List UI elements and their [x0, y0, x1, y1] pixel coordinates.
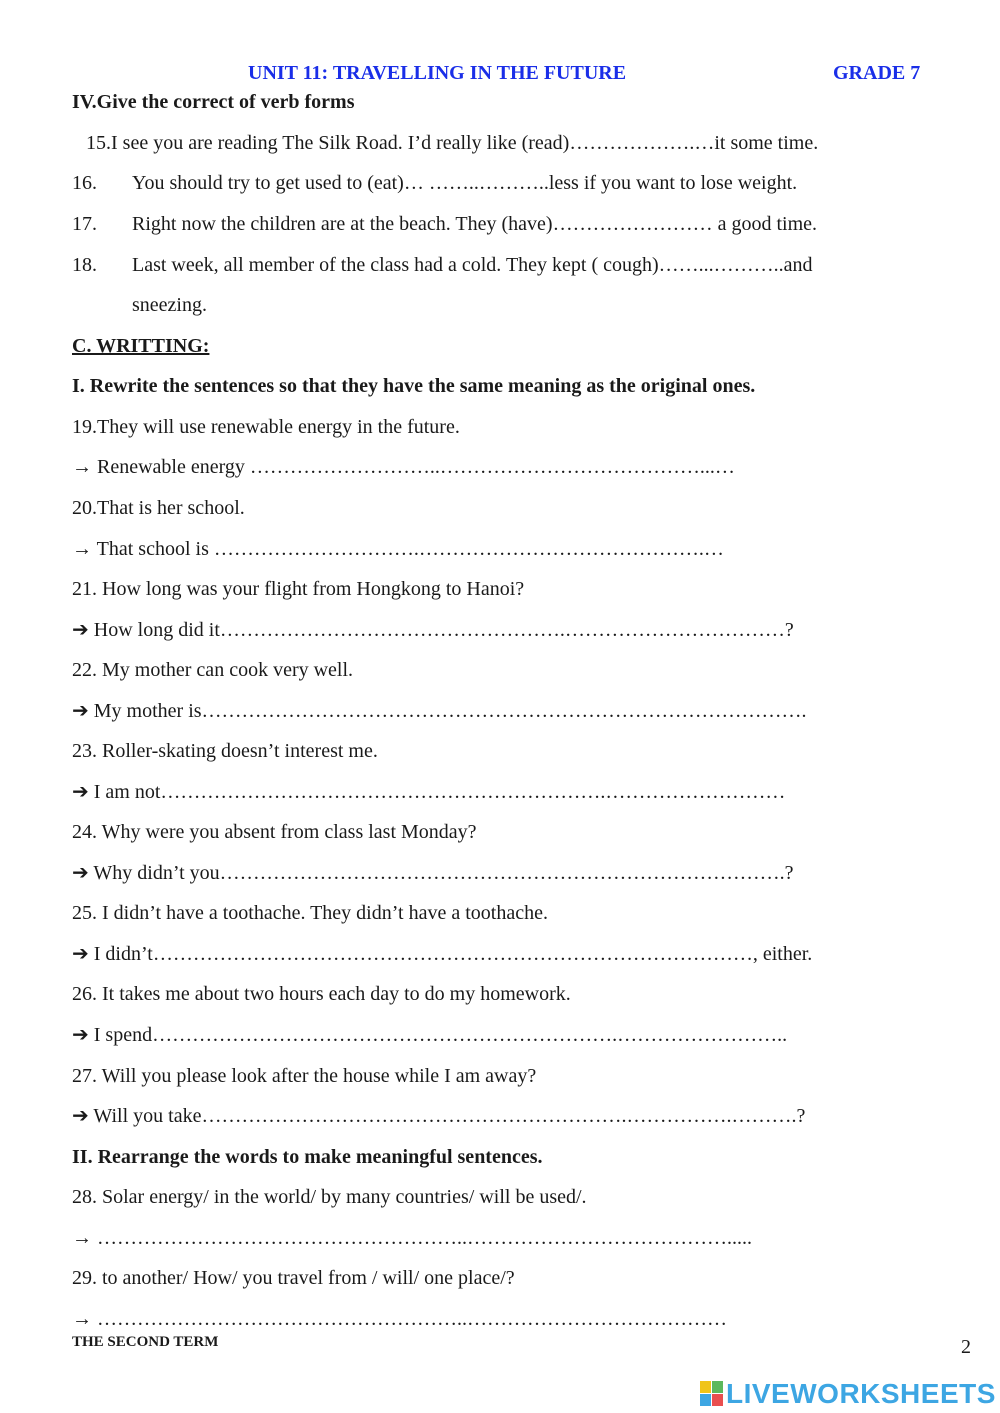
grade-label: GRADE 7: [833, 62, 921, 84]
question-25: 25. I didn’t have a toothache. They didn’t have a toothache.: [72, 902, 548, 924]
answer-line-27: ➔ Will you take……………………………………………………….…………….……….?: [72, 1105, 806, 1127]
answer-line-21: ➔ How long did it…………………………………………….……………………………?: [72, 619, 794, 641]
answer-line-26: ➔ I spend…………………………………………………………….……………………..: [72, 1024, 788, 1046]
question-21: 21. How long was your flight from Hongkong to Hanoi?: [72, 578, 525, 600]
liveworksheets-wordmark: LIVEWORKSHEETS: [726, 1378, 996, 1409]
unit-title: UNIT 11: TRAVELLING IN THE FUTURE: [248, 62, 627, 84]
answer-line-22: ➔ My mother is……………………………………………………………………………….: [72, 700, 807, 722]
question-text: Right now the children are at the beach. They (have)…………………… a good time.: [132, 213, 817, 235]
question-26: 26. It takes me about two hours each day to do my homework.: [72, 983, 571, 1005]
question-23: 23. Roller-skating doesn’t interest me.: [72, 740, 378, 762]
section-iv-heading: IV.Give the correct of verb forms: [72, 91, 355, 113]
question-number: 18.: [72, 254, 97, 276]
question-29: 29. to another/ How/ you travel from / will/ one place/?: [72, 1267, 515, 1289]
answer-line-19: → Renewable energy ………………………..…………………………………...…: [72, 456, 735, 478]
logo-square-red: [712, 1394, 723, 1406]
logo-square-yellow: [700, 1381, 711, 1393]
footer-term: THE SECOND TERM: [72, 1334, 219, 1350]
answer-line-29: → ………………………………………………..…………………………………: [72, 1308, 727, 1330]
question-16: [72, 170, 797, 196]
liveworksheets-icon: [700, 1381, 724, 1407]
logo-square-blue: [700, 1394, 711, 1406]
answer-line-20: → That school is ………………………….…………………………………….…: [72, 538, 724, 560]
question-number: 17.: [72, 213, 97, 235]
logo-square-green: [712, 1381, 723, 1393]
answer-line-28: → ………………………………………………..………………………………….....: [72, 1227, 752, 1249]
question-20: 20.That is her school.: [72, 497, 245, 519]
part-ii-heading: II. Rearrange the words to make meaningful sentences.: [72, 1146, 543, 1168]
question-22: 22. My mother can cook very well.: [72, 659, 354, 681]
section-c-heading: C. WRITTING:: [72, 335, 210, 357]
question-17: [72, 211, 817, 237]
question-27: 27. Will you please look after the house while I am away?: [72, 1065, 537, 1087]
page-number: 2: [961, 1336, 971, 1358]
question-24: 24. Why were you absent from class last Monday?: [72, 821, 477, 843]
answer-line-23: ➔ I am not………………………………………………………….………………………: [72, 781, 786, 803]
liveworksheets-logo[interactable]: [700, 1380, 996, 1408]
question-15: 15.I see you are reading The Silk Road. I’d really like (read)……………….…it some time.: [86, 132, 819, 154]
question-number: 16.: [72, 172, 97, 194]
answer-line-24: ➔ Why didn’t you………………………………………………………………………….?: [72, 862, 794, 884]
question-28: 28. Solar energy/ in the world/ by many countries/ will be used/.: [72, 1186, 587, 1208]
question-text: You should try to get used to (eat)… ……..………..less if you want to lose weight.: [132, 172, 798, 194]
question-18: [72, 252, 813, 278]
part-i-heading: I. Rewrite the sentences so that they have the same meaning as the original ones.: [72, 375, 756, 397]
question-text: Last week, all member of the class had a cold. They kept ( cough)……...………..and: [132, 254, 813, 276]
question-18-continued: sneezing.: [132, 294, 207, 316]
answer-line-25: ➔ I didn’t………………………………………………………………………………, either.: [72, 943, 813, 965]
question-19: 19.They will use renewable energy in the future.: [72, 416, 460, 438]
